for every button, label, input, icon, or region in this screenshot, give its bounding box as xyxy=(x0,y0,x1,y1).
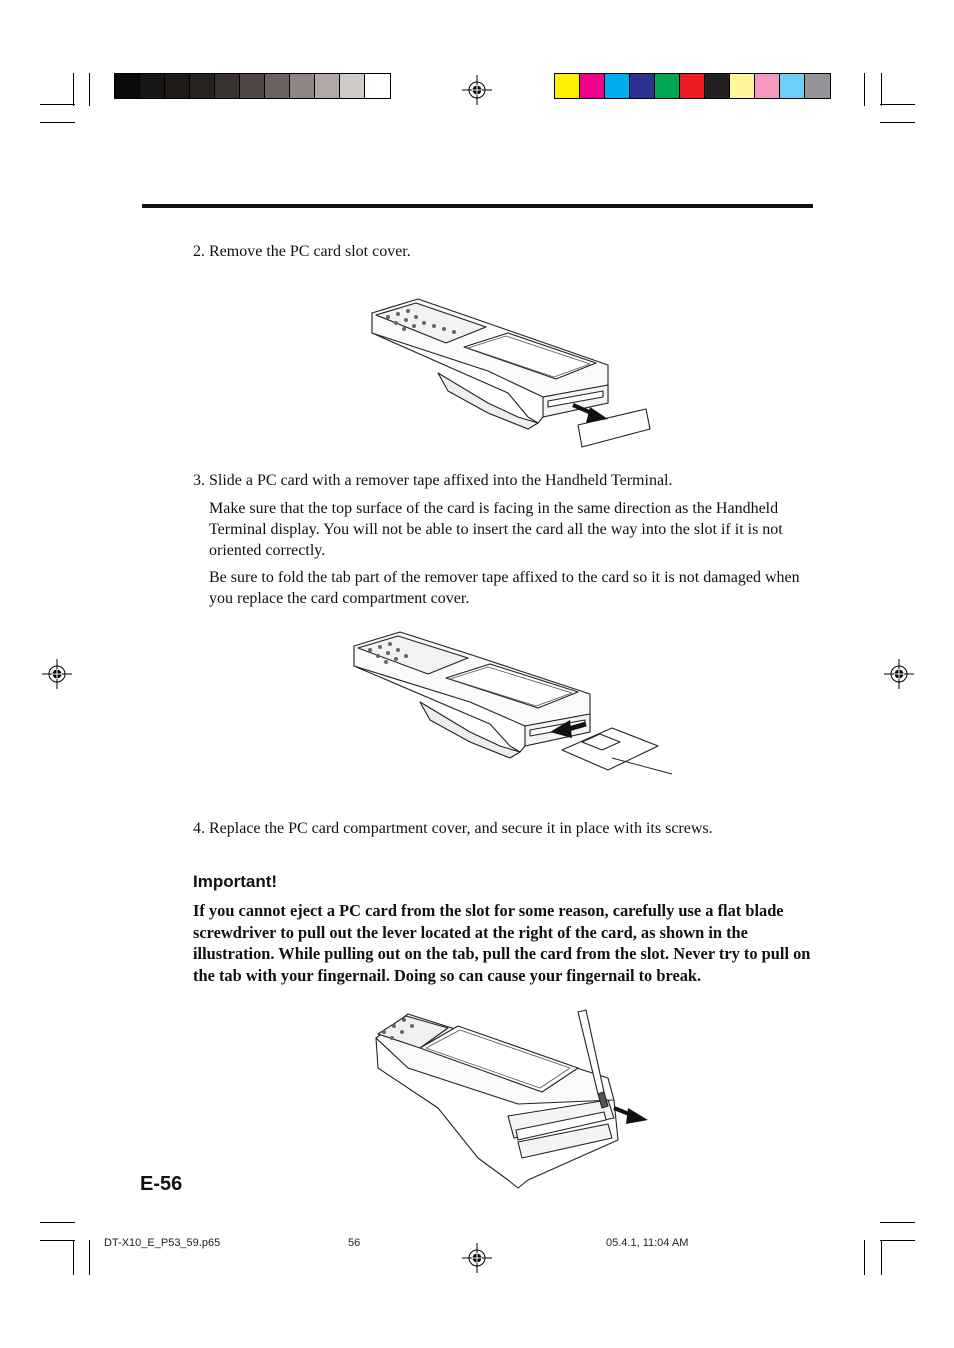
color-swatch xyxy=(340,74,365,98)
crop-mark xyxy=(40,122,75,123)
color-swatch xyxy=(755,74,780,98)
color-swatch xyxy=(240,74,265,98)
step-4 xyxy=(193,818,713,839)
crop-mark xyxy=(881,73,882,106)
slug-page-number: 56 xyxy=(348,1237,361,1249)
crop-mark xyxy=(864,73,865,106)
color-swatch xyxy=(655,74,680,98)
insert-pc-card-illustration xyxy=(350,628,675,778)
step-2 xyxy=(193,241,411,262)
color-swatch xyxy=(315,74,340,98)
step-3 xyxy=(193,470,672,491)
process-color-bar xyxy=(554,73,831,99)
color-swatch xyxy=(680,74,705,98)
registration-mark-icon xyxy=(42,659,72,689)
step-number: 2. xyxy=(193,243,205,260)
important-heading: Important! xyxy=(193,872,278,891)
step-3-note-fold-tab: Be sure to fold the tab part of the remover tape affixed to the card so it is not damaged when you replace the card compartment cover. xyxy=(209,569,800,607)
crop-mark xyxy=(880,122,915,123)
remove-slot-cover-illustration xyxy=(368,295,653,465)
crop-mark xyxy=(880,1222,915,1223)
grayscale-color-bar xyxy=(114,73,391,99)
step-number: 4. xyxy=(193,820,205,837)
color-swatch xyxy=(730,74,755,98)
page-label: E-56 xyxy=(140,1173,183,1195)
color-swatch xyxy=(115,74,140,98)
color-swatch xyxy=(555,74,580,98)
header-rule xyxy=(142,204,813,208)
color-swatch xyxy=(805,74,830,98)
crop-mark xyxy=(89,1240,90,1275)
color-swatch xyxy=(705,74,730,98)
important-body: If you cannot eject a PC card from the slot for some reason, carefully use a flat blade screwdriver to pull out the lever located at the right of the card, as shown in the illustration. While pulling out on the tab, pull the card from the slot. Never try to pull on the tab with your fingernail. Doing so can cause your fingernail to break. xyxy=(193,901,811,985)
color-swatch xyxy=(580,74,605,98)
color-swatch xyxy=(190,74,215,98)
color-swatch xyxy=(365,74,390,98)
crop-mark xyxy=(40,1222,75,1223)
crop-mark xyxy=(864,1240,865,1275)
crop-mark xyxy=(881,1240,882,1275)
color-swatch xyxy=(780,74,805,98)
crop-mark xyxy=(40,104,75,105)
registration-mark-icon xyxy=(462,1243,492,1273)
screwdriver-eject-illustration xyxy=(368,1008,653,1193)
registration-mark-icon xyxy=(884,659,914,689)
step-text: Remove the PC card slot cover. xyxy=(209,243,411,260)
crop-mark xyxy=(89,73,90,106)
crop-mark xyxy=(880,104,915,105)
color-swatch xyxy=(630,74,655,98)
registration-mark-icon xyxy=(462,75,492,105)
step-text: Replace the PC card compartment cover, and secure it in place with its screws. xyxy=(209,820,713,837)
color-swatch xyxy=(165,74,190,98)
slug-datetime: 05.4.1, 11:04 AM xyxy=(606,1237,689,1249)
color-swatch xyxy=(605,74,630,98)
color-swatch xyxy=(290,74,315,98)
color-swatch xyxy=(140,74,165,98)
color-swatch xyxy=(265,74,290,98)
step-text: Slide a PC card with a remover tape affixed into the Handheld Terminal. xyxy=(209,472,673,489)
step-3-note-orientation: Make sure that the top surface of the card is facing in the same direction as the Handheld Terminal display. You will not be able to insert the card all the way into the slot if it is not oriented correctly. xyxy=(209,500,783,559)
slug-filename: DT-X10_E_P53_59.p65 xyxy=(104,1237,221,1249)
crop-mark xyxy=(73,73,74,106)
crop-mark xyxy=(880,1240,915,1241)
crop-mark xyxy=(73,1240,74,1275)
step-number: 3. xyxy=(193,472,205,489)
color-swatch xyxy=(215,74,240,98)
crop-mark xyxy=(40,1240,75,1241)
